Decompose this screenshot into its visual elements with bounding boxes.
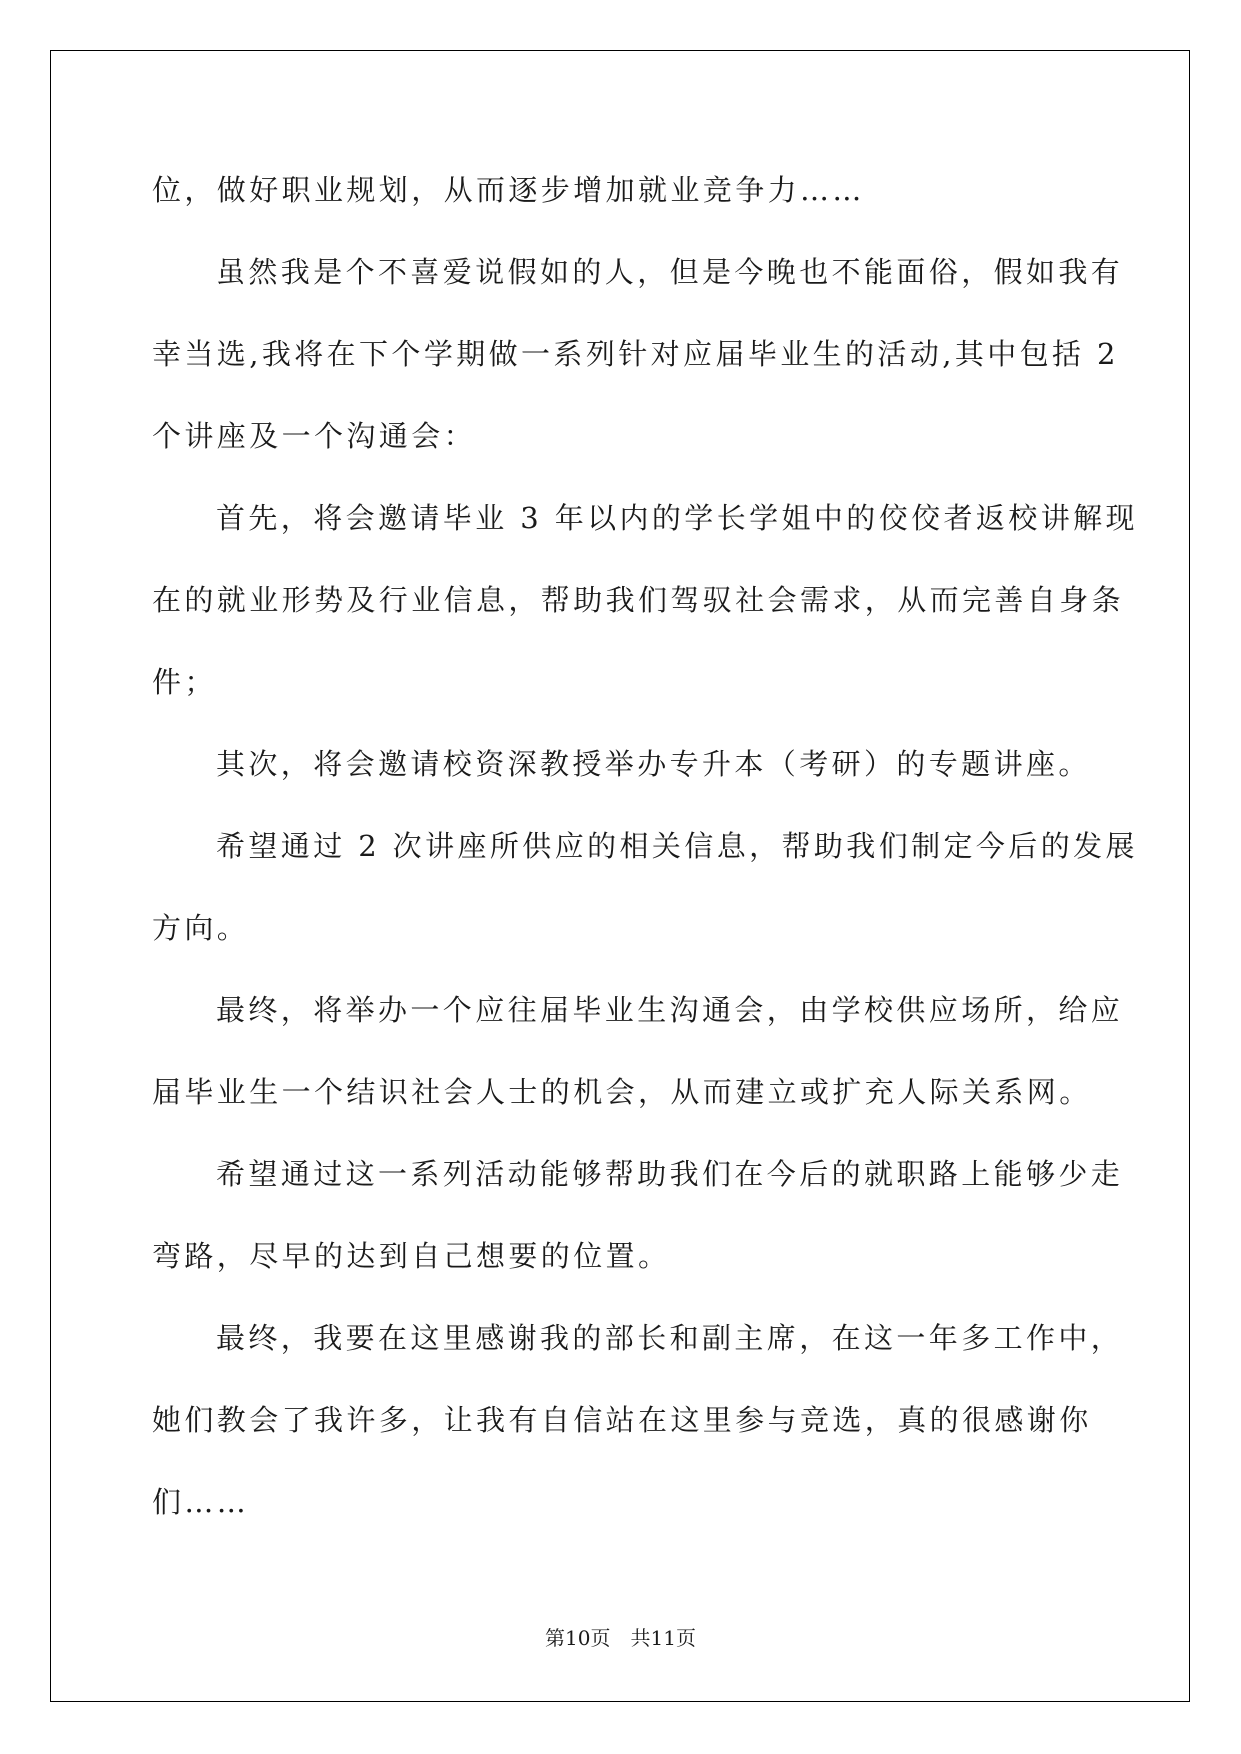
- text-line: 们……: [152, 1485, 250, 1519]
- text-line: 方向。: [152, 911, 250, 945]
- text-line: 届毕业生一个结识社会人士的机会，从而建立或扩充人际关系网。: [152, 1075, 1092, 1109]
- text-line: 幸当选,我将在下个学期做一系列针对应届毕业生的活动,其中包括 2: [152, 337, 1119, 371]
- text-line: 个讲座及一个沟通会：: [152, 419, 477, 453]
- text-line: 弯路，尽早的达到自己想要的位置。: [152, 1239, 671, 1273]
- text-line: 她们教会了我许多，让我有自信站在这里参与竞选，真的很感谢你: [152, 1403, 1092, 1437]
- text-line: 件；: [152, 665, 217, 699]
- text-line: 在的就业形势及行业信息，帮助我们驾驭社会需求，从而完善自身条: [152, 583, 1125, 617]
- text-line: 虽然我是个不喜爱说假如的人，但是今晚也不能面俗，假如我有: [216, 255, 1124, 289]
- page-footer: 第10页 共11页: [545, 1626, 696, 1650]
- text-line: 其次，将会邀请校资深教授举办专升本（考研）的专题讲座。: [216, 747, 1091, 781]
- text-line: 位，做好职业规划，从而逐步增加就业竞争力……: [152, 173, 865, 207]
- page-border: [50, 50, 1190, 1702]
- text-line: 首先，将会邀请毕业 3 年以内的学长学姐中的佼佼者返校讲解现: [216, 501, 1138, 535]
- text-line: 希望通过 2 次讲座所供应的相关信息，帮助我们制定今后的发展: [216, 829, 1138, 863]
- text-line: 最终，将举办一个应往届毕业生沟通会，由学校供应场所，给应: [216, 993, 1124, 1027]
- text-line: 最终，我要在这里感谢我的部长和副主席，在这一年多工作中，: [216, 1321, 1124, 1355]
- text-line: 希望通过这一系列活动能够帮助我们在今后的就职路上能够少走: [216, 1157, 1124, 1191]
